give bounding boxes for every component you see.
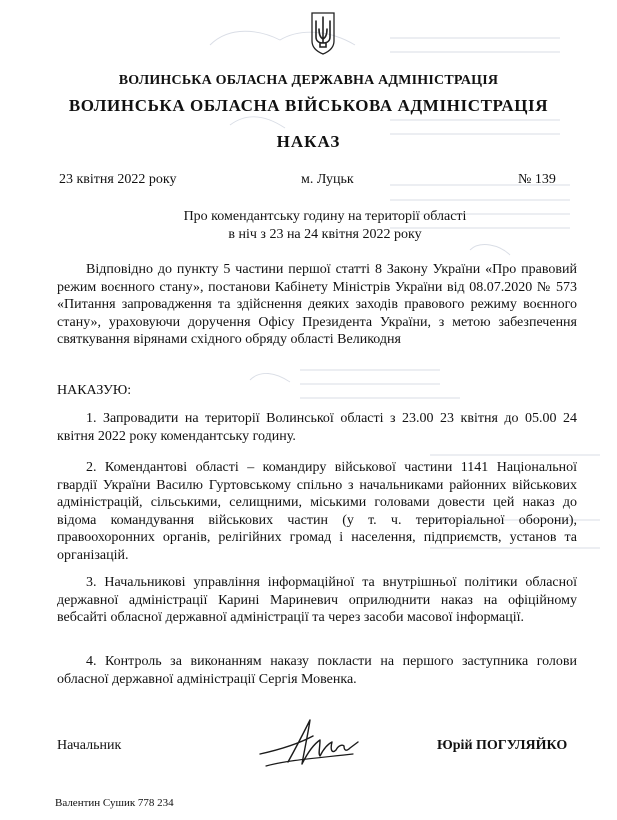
coat-of-arms-icon [310,11,336,55]
order-keyword: НАКАЗУЮ: [57,383,132,398]
preamble-paragraph: Відповідно до пункту 5 частини першої статті 8 Закону України «Про правовий режим воєнного стану», постанови Кабінету Міністрів України від 08.07.2020 № 573 «Питання запровадження та здійснення деяких заходів правового режиму воєнного стану», ураховуючи доручення Офісу Президента України, з метою забезпечення святкування вірянами східного обряду області Великодня [57,262,577,347]
document-city: м. Луцьк [301,172,354,187]
document-number: № 139 [518,172,556,187]
order-item-1: 1. Запровадити на території Волинської області з 23.00 23 квітня до 05.00 24 квітня 2022 року комендантську годину. [57,411,577,444]
executor-contact: Валентин Сушик 778 234 [55,797,174,809]
document-subject [130,208,520,244]
subject-line-2: в ніч з 23 на 24 квітня 2022 року [228,227,422,242]
military-administration-title: ВОЛИНСЬКА ОБЛАСНА ВІЙСЬКОВА АДМІНІСТРАЦІЯ [68,96,549,115]
signatory-title: Начальник [57,738,122,753]
administration-title: ВОЛИНСЬКА ОБЛАСНА ДЕРЖАВНА АДМІНІСТРАЦІЯ [118,73,499,88]
handwritten-signature-icon [258,714,368,774]
subject-line-1: Про комендантську годину на території області [183,209,467,224]
order-item-3: 3. Начальникові управління інформаційної та внутрішньої політики обласної державної адміністрації Карині Мариневич оприлюднити наказ на офіційному вебсайті обласної державної адміністрації та через засоби масової інформації. [57,575,577,625]
document-type: НАКАЗ [276,132,341,151]
order-item-4: 4. Контроль за виконанням наказу покласти на першого заступника голови обласної державної адміністрації Сергія Мовенка. [57,654,577,687]
document-date: 23 квітня 2022 року [59,172,177,187]
signatory-name: Юрій ПОГУЛЯЙКО [437,738,568,753]
order-item-2: 2. Комендантові області – командиру військової частини 1141 Національної гвардії України Василю Гуртовському спільно з начальниками районних військових адміністрацій, сільськими, селищними, міськими головами довести цей наказ до відома командування військових частин (у т. ч. територіальної оборони), правоохоронних органів, релігійних громад і населення, підприємств, установ та організацій. [57,460,577,563]
